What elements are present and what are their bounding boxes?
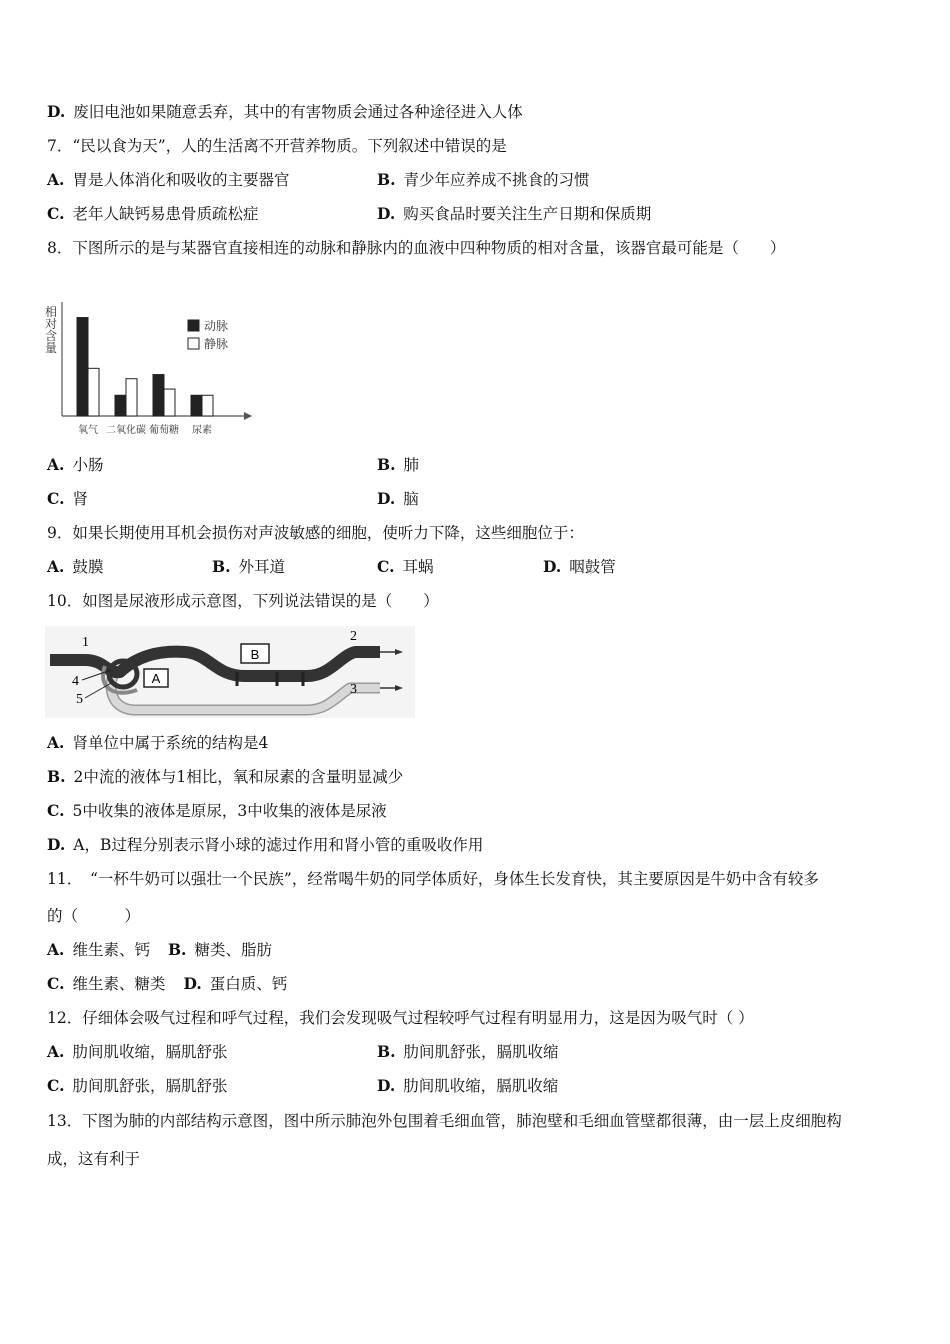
q7-option-d	[377, 204, 651, 224]
q6-option-d	[47, 102, 523, 122]
option-text: 咽鼓管	[569, 558, 616, 576]
q9-option-b	[212, 557, 285, 577]
label-5: 5	[76, 692, 83, 707]
legend-swatch	[188, 338, 199, 349]
q12-option-a	[47, 1042, 227, 1062]
y-axis-label: 相对含量	[44, 305, 58, 355]
option-label: B.	[377, 455, 396, 474]
option-text: 肋间肌舒张，膈肌收缩	[403, 1043, 559, 1061]
q10-option-d	[47, 835, 483, 855]
option-label: D.	[183, 974, 202, 993]
option-text: 肺	[403, 456, 420, 474]
x-axis-arrow	[244, 412, 252, 420]
option-text: 青少年应养成不挑食的习惯	[403, 171, 590, 189]
option-label: B.	[377, 1042, 396, 1061]
q13-stem: 13．下图为肺的内部结构示意图，图中所示肺泡外包围着毛细血管，肺泡壁和毛细血管壁都很薄，由一层上皮细胞构	[47, 1112, 842, 1130]
label-1: 1	[82, 635, 89, 650]
option-label: B.	[167, 940, 187, 959]
q8-stem: 8．下图所示的是与某器官直接相连的动脉和静脉内的血液中四种物质的相对含量，该器官最可能是（ ）	[47, 239, 786, 257]
option-text: 蛋白质、钙	[209, 975, 288, 993]
bar-artery-3	[191, 395, 202, 416]
option-text: 脑	[403, 490, 419, 508]
q7-option-c	[47, 204, 258, 224]
legend-label: 动脉	[204, 319, 229, 333]
option-label: A.	[47, 733, 65, 752]
option-label: A.	[47, 455, 65, 474]
option-text: 老年人缺钙易患骨质疏松症	[72, 205, 259, 223]
q8-option-d	[377, 489, 419, 509]
x-tick-label: 尿素	[192, 425, 212, 436]
bar-vein-2	[164, 389, 175, 416]
bar-vein-1	[126, 379, 137, 416]
option-label: D.	[377, 1076, 396, 1095]
bar-artery-2	[153, 375, 164, 416]
q12-stem: 12．仔细体会吸气过程和呼气过程，我们会发现吸气过程较呼气过程有明显用力，这是因为吸气时（ ）	[47, 1009, 754, 1027]
bar-vein-0	[88, 368, 99, 416]
process-b-label: B	[250, 647, 260, 662]
option-text: 购买食品时要关注生产日期和保质期	[403, 205, 652, 223]
q11-options-row2	[47, 974, 287, 994]
bar-artery-0	[77, 318, 88, 416]
option-text: 肋间肌收缩，膈肌收缩	[403, 1077, 559, 1095]
option-text: 耳蜗	[402, 558, 434, 576]
option-text: 维生素、糖类	[72, 975, 166, 993]
option-label: D.	[47, 102, 66, 121]
q8-option-a	[47, 455, 103, 475]
q8-option-b	[377, 455, 419, 475]
q7-stem: 7．“民以食为天”，人的生活离不开营养物质。下列叙述中错误的是	[47, 137, 507, 155]
q11-options-row1	[47, 940, 272, 960]
option-label: A.	[47, 940, 65, 959]
q7-option-b	[377, 170, 590, 190]
x-tick-label: 葡萄糖	[149, 425, 179, 436]
legend-swatch	[188, 320, 199, 331]
option-text: A，B过程分别表示肾小球的滤过作用和肾小管的重吸收作用	[73, 836, 484, 854]
option-text: 肾	[72, 490, 88, 508]
label-2: 2	[350, 629, 357, 644]
q12-option-b	[377, 1042, 559, 1062]
q11-stem-continued: 的（ ）	[47, 907, 141, 925]
q12-option-c	[47, 1076, 227, 1096]
q10-option-a	[47, 733, 268, 753]
option-label: A.	[47, 170, 65, 189]
q7-option-a	[47, 170, 289, 190]
q9-option-d	[543, 557, 616, 577]
blood-content-bar-chart	[40, 298, 255, 438]
option-label: B.	[377, 170, 396, 189]
option-text: 废旧电池如果随意丢弃，其中的有害物质会通过各种途径进入人体	[73, 103, 523, 121]
option-text: 糖类、脂肪	[194, 941, 272, 959]
label-4: 4	[72, 674, 79, 689]
option-text: 小肠	[72, 456, 104, 474]
option-text: 维生素、钙	[72, 941, 150, 959]
option-label: C.	[377, 557, 395, 576]
option-label: C.	[47, 974, 65, 993]
legend-label: 静脉	[204, 337, 229, 351]
option-label: D.	[543, 557, 562, 576]
q11-stem: 11． “一杯牛奶可以强壮一个民族”，经常喝牛奶的同学体质好，身体生长发育快，其主要原因是牛奶中含有较多	[47, 870, 819, 888]
option-text: 5中收集的液体是原尿，3中收集的液体是尿液	[72, 802, 387, 820]
option-label: D.	[377, 489, 396, 508]
option-label: A.	[47, 557, 65, 576]
option-text: 胃是人体消化和吸收的主要器官	[72, 171, 290, 189]
q10-option-c	[47, 801, 387, 821]
option-label: B.	[47, 767, 66, 786]
option-text: 肾单位中属于系统的结构是4	[72, 734, 269, 752]
q8-option-c	[47, 489, 88, 509]
q9-stem: 9．如果长期使用耳机会损伤对声波敏感的细胞，使听力下降，这些细胞位于：	[47, 524, 584, 542]
q13-stem-continued: 成，这有利于	[47, 1150, 141, 1168]
bar-artery-1	[115, 395, 126, 416]
option-label: C.	[47, 489, 65, 508]
option-label: C.	[47, 204, 65, 223]
process-a-label: A	[151, 671, 161, 686]
option-label: C.	[47, 801, 65, 820]
option-label: C.	[47, 1076, 65, 1095]
option-text: 肋间肌舒张，膈肌舒张	[72, 1077, 228, 1095]
option-text: 肋间肌收缩，膈肌舒张	[72, 1043, 228, 1061]
x-tick-label: 二氧化碳	[106, 425, 146, 436]
q10-stem: 10．如图是尿液形成示意图，下列说法错误的是（ ）	[47, 592, 439, 610]
option-label: A.	[47, 1042, 65, 1061]
label-3: 3	[350, 682, 357, 697]
option-label: D.	[47, 835, 66, 854]
option-label: B.	[212, 557, 231, 576]
option-text: 外耳道	[238, 558, 286, 576]
x-tick-label: 氧气	[78, 425, 98, 436]
q12-option-d	[377, 1076, 558, 1096]
urine-formation-diagram	[45, 626, 415, 718]
option-label: D.	[377, 204, 396, 223]
q9-option-c	[377, 557, 433, 577]
q10-option-b	[47, 767, 403, 787]
q9-option-a	[47, 557, 103, 577]
option-text: 2中流的液体与1相比，氧和尿素的含量明显减少	[73, 768, 404, 786]
bar-vein-3	[202, 395, 213, 416]
option-text: 鼓膜	[72, 558, 104, 576]
